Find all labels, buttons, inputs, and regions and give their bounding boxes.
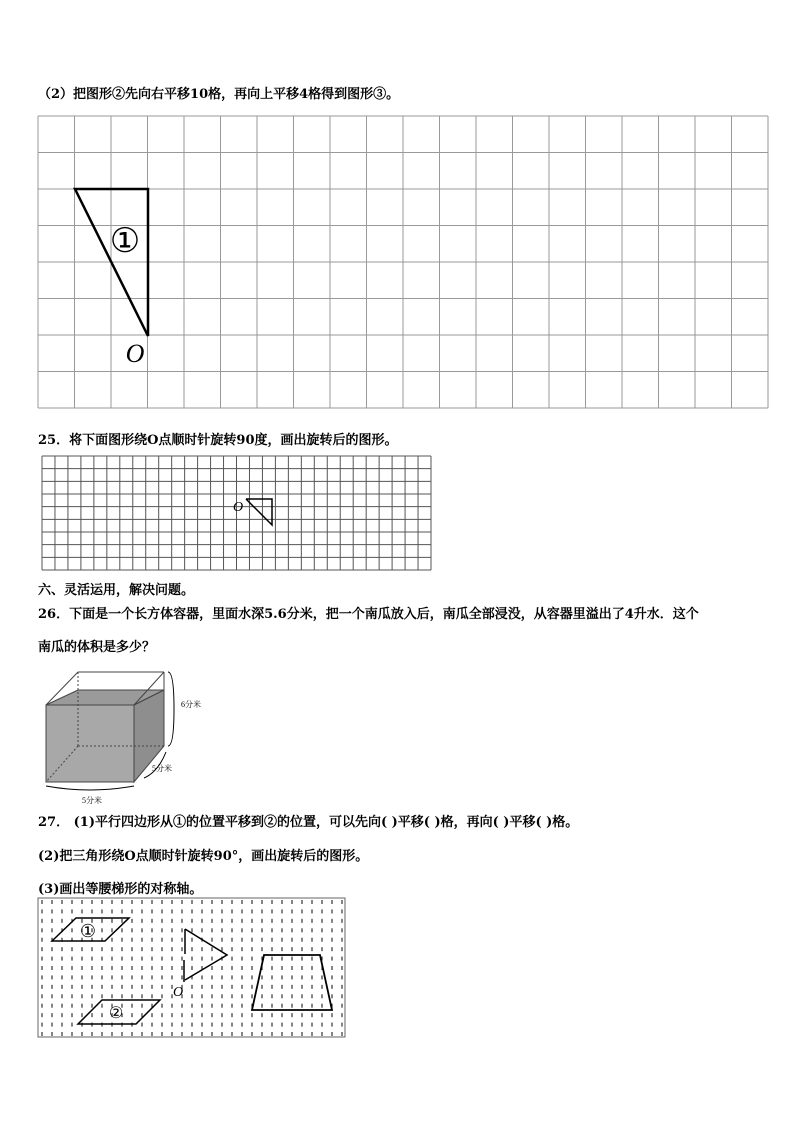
q26-line2: 南瓜的体积是多少？ — [38, 640, 156, 655]
width-label: 5分米 — [82, 796, 102, 805]
point-o-label-1: O — [125, 339, 145, 368]
point-o-label-3: O — [172, 985, 184, 1000]
q24-part2-text: （2）把图形②先向右平移10格，再向上平移4格得到图形③。 — [38, 87, 400, 102]
parallelogram-2 — [78, 1000, 160, 1024]
q27-part3: (3)画出等腰梯形的对称轴。 — [38, 882, 203, 897]
rotation-figure — [233, 499, 272, 525]
point-o-label-2: O — [232, 500, 244, 515]
triangle-2 — [173, 929, 227, 1000]
triangle-1-label: ① — [109, 223, 141, 260]
q25-text: 25．将下面图形绕O点顺时针旋转90度，画出旋转后的图形。 — [38, 433, 398, 448]
isosceles-trapezoid — [252, 955, 332, 1010]
q26-line1: 26．下面是一个长方体容器，里面水深5.6分米，把一个南瓜放入后，南瓜全部浸没，从容器里溢出了4升水．这个 — [38, 607, 699, 622]
q27-part2: (2)把三角形绕O点顺时针旋转90°，画出旋转后的图形。 — [38, 849, 369, 864]
height-label: 6分米 — [181, 700, 201, 709]
parallelogram-2-label: ② — [108, 1005, 124, 1022]
parallelogram-1-label: ① — [79, 921, 97, 941]
depth-label: 5分米 — [152, 764, 172, 773]
section6-title: 六、灵活运用，解决问题。 — [38, 583, 195, 598]
parallelogram-1 — [52, 918, 129, 941]
q27-part1: 27． (1)平行四边形从①的位置平移到②的位置，可以先向( )平移( )格，再向( )平移( )格。 — [38, 815, 579, 830]
